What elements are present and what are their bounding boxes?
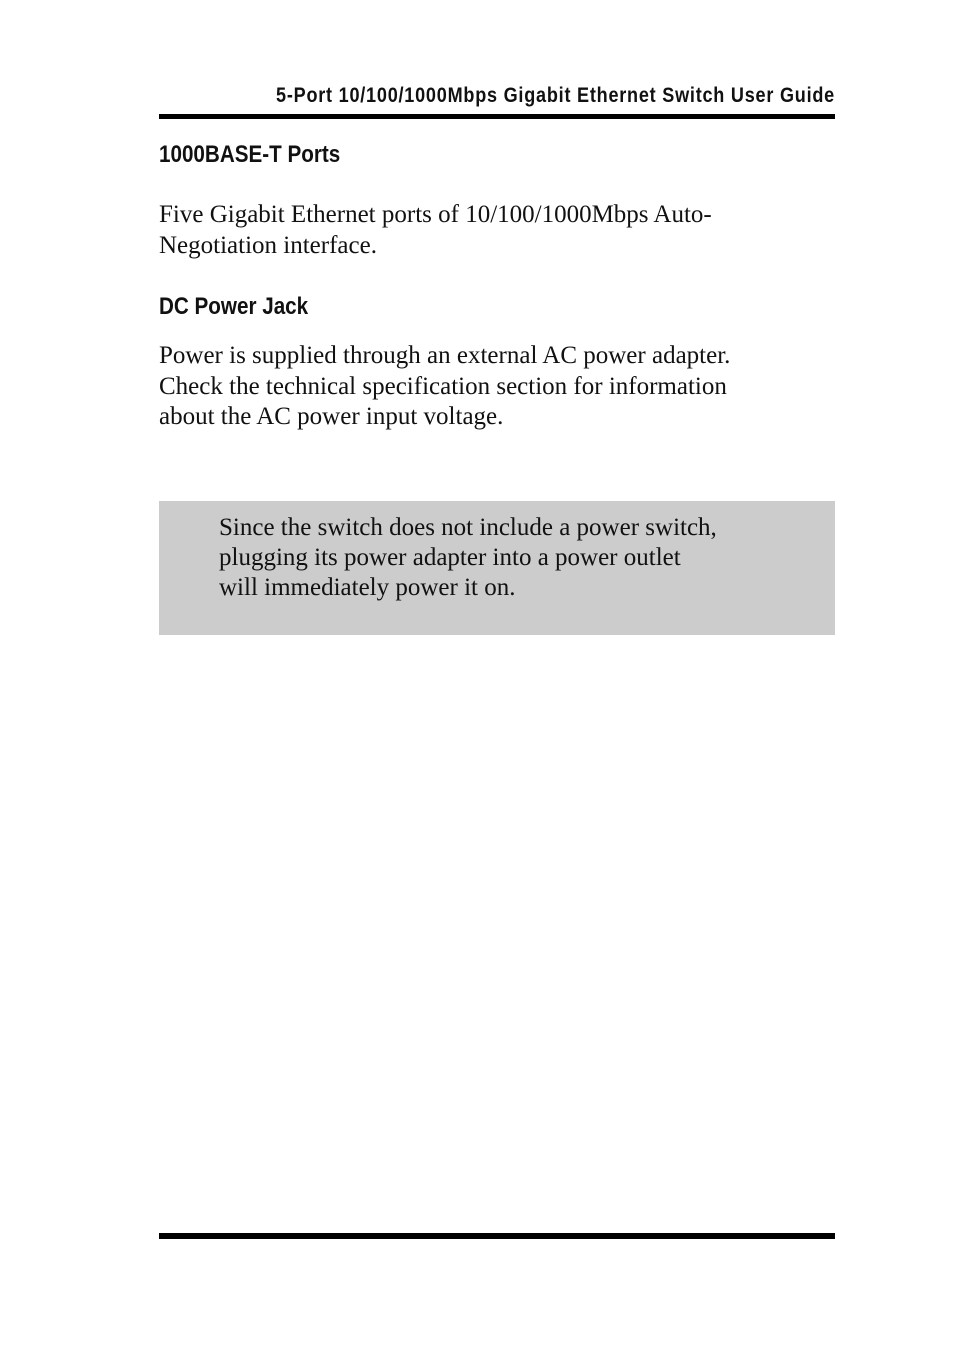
- note-line: plugging its power adapter into a power outlet: [219, 544, 681, 571]
- header-rule: [159, 114, 835, 119]
- note-text: [219, 513, 789, 603]
- section-body-1000base-t-ports: [159, 200, 835, 261]
- footer-rule: [159, 1233, 835, 1239]
- note-line: will immediately power it on.: [219, 574, 516, 601]
- text-line: Five Gigabit Ethernet ports of 10/100/1000Mbps Auto-: [159, 201, 712, 228]
- note-line: Since the switch does not include a power switch,: [219, 514, 717, 541]
- text-line: Power is supplied through an external AC power adapter.: [159, 342, 731, 369]
- text-line: Negotiation interface.: [159, 231, 377, 259]
- section-heading-dc-power-jack: DC Power Jack: [159, 293, 309, 320]
- note-box: [159, 501, 835, 635]
- section-body-dc-power-jack: [159, 341, 835, 433]
- text-line: about the AC power input voltage.: [159, 403, 504, 430]
- running-header-title: 5-Port 10/100/1000Mbps Gigabit Ethernet Switch User Guide: [276, 84, 836, 107]
- section-heading-1000base-t-ports: 1000BASE-T Ports: [159, 141, 341, 168]
- text-line: Check the technical specification section for information: [159, 372, 727, 400]
